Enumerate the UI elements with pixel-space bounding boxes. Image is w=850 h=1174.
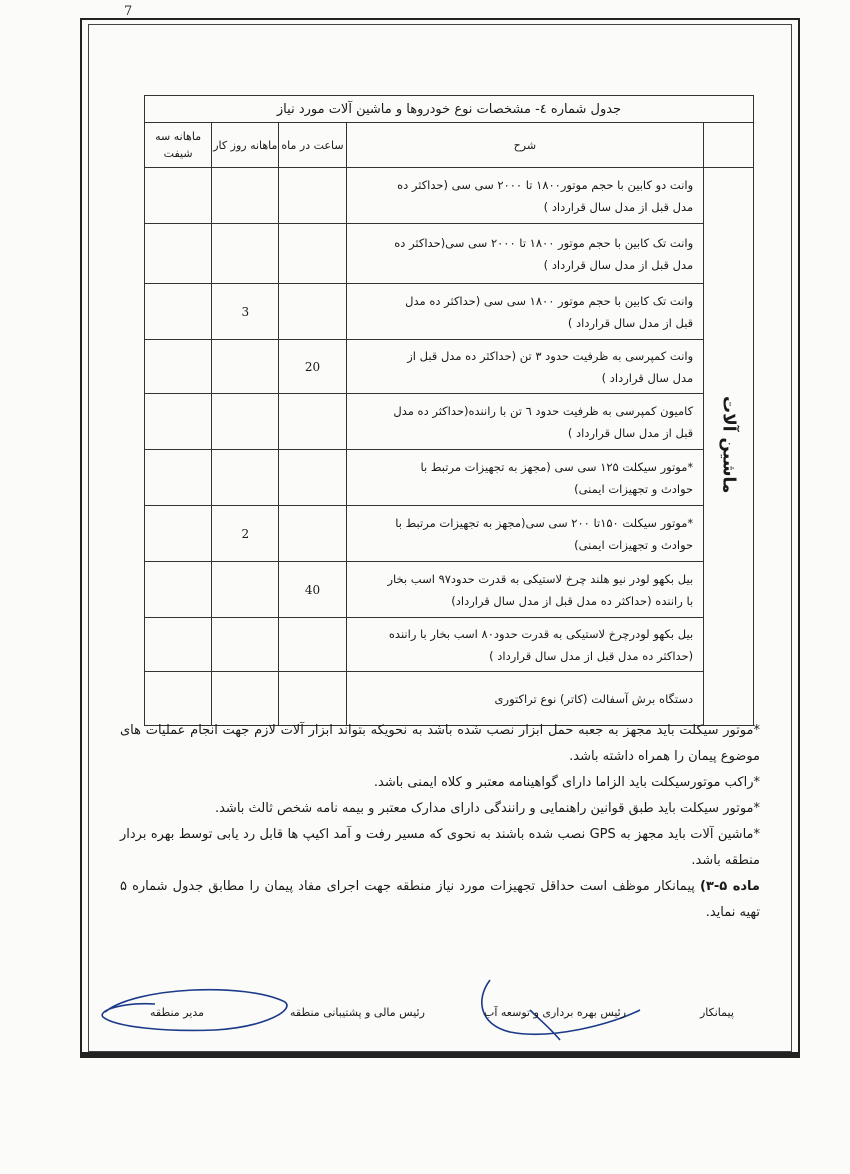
cell-days: 3: [212, 284, 279, 340]
notes-section: [120, 718, 760, 926]
cell-hours: 40: [279, 562, 346, 618]
cell-three-shift: [145, 224, 212, 284]
note-gps: *ماشین آلات باید مجهز به GPS نصب شده باشند به نحوی که مسیر رفت و آمد اکیپ ها قابل رد یابی توسط بهره بردار منطقه باشد.: [120, 827, 760, 868]
table-row: بیل بکهو لودر نیو هلند چرخ لاستیکی به قدرت حدود۹۷ اسب بخار با راننده (حداکثر ده مدل قبل از مدل سال قرارداد): [346, 562, 704, 618]
page-number: 7: [124, 4, 133, 19]
header-spacer: [704, 123, 754, 168]
machinery-side-label: ماشین آلات: [704, 168, 754, 726]
cell-hours: [279, 506, 346, 562]
table-title: جدول شماره ٤- مشخصات نوع خودروها و ماشین آلات مورد نیاز: [145, 96, 754, 123]
table-row: وانت کمپرسی به ظرفیت حدود ۳ تن (حداکثر ده مدل قبل از مدل سال قرارداد ): [346, 340, 704, 394]
cell-hours: [279, 284, 346, 340]
cell-days: [212, 224, 279, 284]
cell-hours: [279, 450, 346, 506]
cell-three-shift: [145, 618, 212, 672]
article-text: پیمانکار موظف است حداقل تجهیزات مورد نیاز منطقه جهت اجرای مفاد پیمان را مطابق جدول شماره ۵ تهیه نماید.: [120, 879, 760, 920]
header-monthly-three-shift: ماهانه سه شیفت: [145, 123, 212, 168]
table-row: *موتور سیکلت ۱۲۵ سی سی (مجهز به تجهیزات مرتبط با حوادث و تجهیزات ایمنی): [346, 450, 704, 506]
page-border-bottom: [80, 1052, 800, 1058]
cell-hours: [279, 618, 346, 672]
note-motorcycle-toolbox: *موتور سیکلت باید مجهز به جعبه حمل ابزار نصب شده باشد به نحویکه بتواند ابزار آلات لازم جهت انجام عملیات های موضوع پیمان را همراه داشته باشد.: [120, 723, 760, 764]
signature-contractor: پیمانکار: [700, 1006, 734, 1019]
cell-three-shift: [145, 506, 212, 562]
cell-three-shift: [145, 284, 212, 340]
table-row: کامیون کمپرسی به ظرفیت حدود ٦ تن با راننده(حداکثر ده مدل قبل از مدل سال قرارداد ): [346, 394, 704, 450]
cell-days: 2: [212, 506, 279, 562]
cell-days: [212, 168, 279, 224]
cell-days: [212, 394, 279, 450]
cell-days: [212, 562, 279, 618]
article-5-3: [120, 874, 760, 926]
cell-three-shift: [145, 394, 212, 450]
note-rider-license: *راکب موتورسیکلت باید الزاما دارای گواهینامه معتبر و کلاه ایمنی باشد.: [373, 775, 760, 790]
cell-three-shift: [145, 168, 212, 224]
cell-hours: [279, 168, 346, 224]
table-row: دستگاه برش آسفالت (کاتر) نوع تراکتوری: [346, 672, 704, 726]
article-label: ماده ۵-۳): [699, 879, 760, 894]
cell-three-shift: [145, 340, 212, 394]
vehicles-table: [144, 95, 754, 726]
cell-three-shift: [145, 562, 212, 618]
table-row: وانت دو کابین با حجم موتور۱۸۰۰ تا ۲۰۰۰ سی سی (حداکثر ده مدل قبل از مدل سال قرارداد ): [346, 168, 704, 224]
cell-three-shift: [145, 450, 212, 506]
cell-days: [212, 618, 279, 672]
header-hours-per-month: ساعت در ماه: [279, 123, 346, 168]
signature-operations-head: رئیس بهره برداری و توسعه آب: [484, 1006, 627, 1019]
note-motorcycle-insurance: *موتور سیکلت باید طبق قوانین راهنمایی و رانندگی دارای مدارک معتبر و بیمه نامه شخص ثالث باشد.: [214, 801, 760, 816]
header-monthly-work-days: ماهانه روز کار: [212, 123, 279, 168]
cell-hours: [279, 394, 346, 450]
header-description: شرح: [346, 123, 704, 168]
cell-hours: [279, 224, 346, 284]
table-row: *موتور سیکلت ۱۵۰تا ۲۰۰ سی سی(مجهز به تجهیزات مرتبط با حوادث و تجهیزات ایمنی): [346, 506, 704, 562]
table-row: بیل بکهو لودرچرخ لاستیکی به قدرت حدود۸۰ اسب بخار با راننده (حداکثر ده مدل قبل از مدل سال قرارداد ): [346, 618, 704, 672]
cell-hours: 20: [279, 340, 346, 394]
signature-finance-head: رئیس مالی و پشتیبانی منطقه: [290, 1006, 425, 1019]
cell-days: [212, 450, 279, 506]
table-row: وانت تک کابین با حجم موتور ۱۸۰۰ تا ۲۰۰۰ سی سی(حداکثر ده مدل قبل از مدل سال قرارداد ): [346, 224, 704, 284]
signature-regional-manager: مدیر منطقه: [150, 1006, 204, 1019]
cell-days: [212, 340, 279, 394]
table-row: وانت تک کابین با حجم موتور ۱۸۰۰ سی سی (حداکثر ده مدل قبل از مدل سال قرارداد ): [346, 284, 704, 340]
